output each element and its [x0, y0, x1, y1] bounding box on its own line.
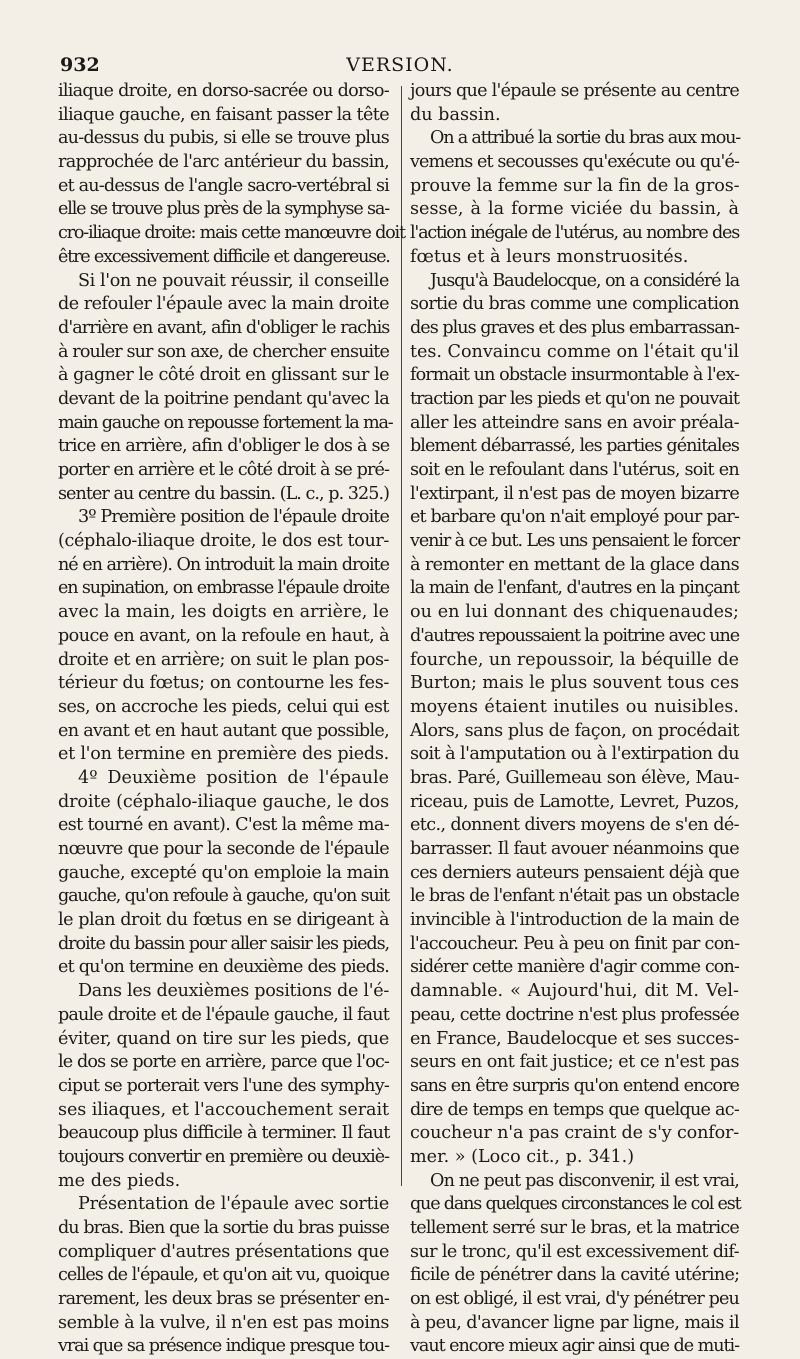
right-text-column — [410, 80, 739, 1359]
text-line: tellement serré sur le bras, et la matrice — [410, 1218, 739, 1238]
text-line: sur le tronc, qu'il est excessivement dif- — [410, 1241, 739, 1262]
text-line: droite et en arrière; on suit le plan pos- — [58, 649, 389, 670]
text-line: bras. Paré, Guillemeau son élève, Mau- — [410, 767, 739, 788]
text-line: traction par les pieds et qu'on ne pouvait — [410, 388, 739, 409]
text-line: droite du bassin pour aller saisir les pieds, — [58, 933, 389, 954]
text-line: et barbare qu'on n'ait employé pour par- — [410, 507, 739, 528]
text-line: être excessivement difficile et dangereuse. — [58, 246, 390, 267]
text-line: main gauche on repousse fortement la ma- — [58, 412, 393, 433]
text-line: éviter, quand on tire sur les pieds, que — [58, 1028, 389, 1049]
text-line: à gagner le côté droit en glissant sur le — [58, 365, 389, 386]
text-line: On a attribué la sortie du bras aux mou- — [430, 128, 740, 149]
text-line: soit à l'amputation ou à l'extirpation du — [410, 744, 739, 765]
text-line: senter au centre du bassin. (L. c., p. 325.) — [58, 483, 389, 504]
text-line: et au-dessus de l'angle sacro-vertébral si — [58, 175, 389, 196]
text-line: paule droite et de l'épaule gauche, il faut — [58, 1004, 389, 1025]
text-line: né en arrière). On introduit la main droite — [58, 554, 389, 575]
text-line: que dans quelques circonstances le col est — [410, 1194, 741, 1215]
text-line: trice en arrière, afin d'obliger le dos à se — [58, 436, 390, 457]
text-line: ces derniers auteurs pensaient déjà que — [410, 862, 739, 883]
text-line: iliaque gauche, en faisant passer la tête — [58, 104, 389, 125]
text-line: moyens étaient inutiles ou nuisibles. — [410, 696, 739, 717]
text-line: riceau, puis de Lamotte, Levret, Puzos, — [410, 791, 739, 812]
column-divider — [401, 86, 402, 1186]
text-line: ficile de pénétrer dans la cavité utérine; — [410, 1265, 740, 1286]
text-line: sidérer cette manière d'agir comme con- — [410, 957, 739, 978]
text-line: et l'on termine en première des pieds. — [58, 744, 389, 765]
text-line: du bras. Bien que la sortie du bras puisse — [58, 1218, 389, 1238]
text-line: formait un obstacle insurmontable à l'ex- — [410, 365, 739, 386]
text-line: est tourné en avant). C'est la même ma- — [58, 815, 389, 836]
text-line: porter en arrière et le côté droit à se pré- — [58, 460, 389, 480]
text-line: l'accoucheur. Peu à peu on finit par con- — [410, 933, 740, 954]
text-line: nœuvre que pour la seconde de l'épaule — [58, 839, 389, 859]
text-line: ses, on accroche les pieds, celui qui est — [58, 696, 389, 717]
text-line: en France, Baudelocque et ses succes- — [410, 1028, 739, 1049]
text-line: au-dessus du pubis, si elle se trouve plus — [58, 128, 389, 149]
text-line: gauche, excepté qu'on emploie la main — [58, 862, 389, 883]
text-line: sesse, à la forme viciée du bassin, à — [410, 199, 739, 220]
text-line: 3º Première position de l'épaule droite — [78, 507, 389, 528]
text-line: venir à ce but. Les uns pensaient le forcer — [410, 531, 739, 552]
text-line: tes. Convaincu comme on l'était qu'il — [410, 341, 739, 362]
text-line: seurs en ont fait justice; et ce n'est pas — [410, 1052, 739, 1073]
text-line: vaut encore mieux agir ainsi que de muti- — [410, 1336, 739, 1357]
text-line: le dos se porte en arrière, parce que l'oc- — [58, 1052, 389, 1073]
text-line: compliquer d'autres présentations que — [58, 1241, 390, 1262]
text-line: en supination, on embrasse l'épaule droite — [58, 578, 389, 599]
text-line: beaucoup plus difficile à terminer. Il faut — [58, 1123, 390, 1144]
text-line: peau, cette doctrine n'est plus professée — [410, 1004, 739, 1025]
text-line: Présentation de l'épaule avec sortie — [78, 1194, 389, 1215]
text-line: ciput se porterait vers l'une des symphy- — [58, 1075, 389, 1096]
text-line: elle se trouve plus près de la symphyse sa- — [58, 199, 389, 220]
text-line: cro-iliaque droite: mais cette manœuvre doit — [58, 223, 405, 244]
text-line: d'autres repoussaient la poitrine avec une — [410, 625, 739, 646]
text-line: en avant et en haut autant que possible, — [58, 720, 389, 741]
text-line: blement débarrassé, les parties génitales — [410, 436, 739, 457]
text-line: invincible à l'introduction de la main de — [410, 910, 739, 931]
text-line: vrai que sa présence indique presque tou- — [58, 1336, 389, 1357]
text-line: Alors, sans plus de façon, on procédait — [410, 720, 739, 741]
page-number: 932 — [60, 54, 100, 76]
text-line: on est obligé, il est vrai, d'y pénétrer peu — [410, 1289, 739, 1310]
text-line: fourche, un repoussoir, la béquille de — [410, 649, 739, 670]
text-line: dire de temps en temps que quelque ac- — [410, 1099, 739, 1120]
text-line: Dans les deuxièmes positions de l'é- — [78, 981, 389, 1002]
text-line: Burton; mais le plus souvent tous ces — [410, 673, 739, 694]
text-line: (céphalo-iliaque droite, le dos est tour- — [58, 531, 389, 552]
text-line: coucheur n'a pas craint de s'y confor- — [410, 1123, 739, 1144]
text-line: droite (céphalo-iliaque gauche, le dos — [58, 791, 389, 812]
text-line: damnable. « Aujourd'hui, dit M. Vel- — [410, 981, 739, 1002]
text-line: térieur du fœtus; on contourne les fes- — [58, 673, 389, 694]
text-line: etc., donnent divers moyens de s'en dé- — [410, 815, 739, 836]
text-line: Jusqu'à Baudelocque, on a considéré la — [430, 270, 739, 291]
text-line: prouve la femme sur la fin de la gros- — [410, 175, 740, 196]
text-line: 4º Deuxième position de l'épaule — [78, 767, 389, 788]
text-line: soit en le refoulant dans l'utérus, soit en — [410, 460, 739, 480]
text-line: et qu'on termine en deuxième des pieds. — [58, 957, 389, 978]
text-line: me des pieds. — [58, 1170, 181, 1191]
text-line: ses iliaques, et l'accouchement serait — [58, 1099, 389, 1120]
text-line: avec la main, les doigts en arrière, le — [58, 602, 389, 623]
text-line: du bassin. — [410, 104, 501, 125]
text-line: devant de la poitrine pendant qu'avec la — [58, 388, 389, 409]
text-line: iliaque droite, en dorso-sacrée ou dorso- — [58, 81, 389, 101]
text-line: gauche, qu'on refoule à gauche, qu'on suit — [58, 886, 389, 907]
text-line: semble à la vulve, il n'en est pas moins — [58, 1312, 389, 1333]
text-line: celles de l'épaule, et qu'on ait vu, quoique — [58, 1265, 389, 1286]
text-line: rarement, les deux bras se présenter en- — [58, 1289, 389, 1310]
text-line: aller les atteindre sans en avoir préala- — [410, 412, 739, 433]
text-line: Si l'on ne pouvait réussir, il conseille — [78, 270, 389, 291]
text-line: de refouler l'épaule avec la main droite — [58, 294, 389, 315]
text-line: à rouler sur son axe, de chercher ensuite — [58, 341, 389, 362]
text-line: à remonter en mettant de la glace dans — [410, 554, 739, 575]
text-line: des plus graves et des plus embarrassan- — [410, 317, 739, 338]
text-line: On ne peut pas disconvenir, il est vrai, — [430, 1170, 739, 1191]
text-line: rapprochée de l'arc antérieur du bassin, — [58, 152, 389, 173]
text-line: fœtus et à leurs monstruosités. — [410, 246, 689, 267]
text-line: la main de l'enfant, d'autres en la pinçant — [410, 578, 739, 599]
text-line: pouce en avant, on la refoule en haut, à — [58, 625, 389, 646]
text-line: ou en lui donnant des chiquenaudes; — [410, 602, 739, 623]
text-line: toujours convertir en première ou deuxiè- — [58, 1146, 389, 1167]
text-line: sans en être surpris qu'on entend encore — [410, 1075, 739, 1096]
text-line: barrasser. Il faut avouer néanmoins que — [410, 839, 739, 859]
text-line: sortie du bras comme une complication — [410, 294, 739, 315]
running-title: VERSION. — [346, 54, 454, 76]
text-line: vemens et secousses qu'exécute ou qu'é- — [410, 152, 739, 173]
left-text-column — [58, 80, 405, 1359]
text-line: l'action inégale de l'utérus, au nombre des — [410, 223, 740, 244]
text-line: le plan droit du fœtus en se dirigeant à — [58, 910, 389, 931]
text-line: d'arrière en avant, afin d'obliger le rachis — [58, 317, 390, 338]
text-line: mer. » (Loco cit., p. 341.) — [410, 1146, 635, 1167]
text-line: jours que l'épaule se présente au centre — [410, 81, 739, 101]
text-line: à peu, d'avancer ligne par ligne, mais il — [410, 1312, 739, 1333]
text-line: le bras de l'enfant n'était pas un obstacle — [410, 886, 739, 907]
text-line: l'extirpant, il n'est pas de moyen bizarre — [410, 483, 739, 504]
